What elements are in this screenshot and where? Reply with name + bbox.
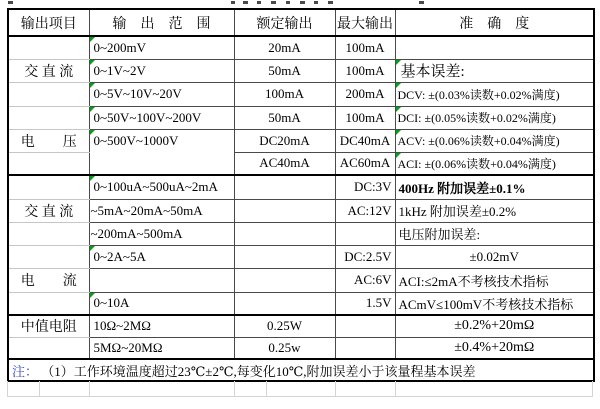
spec-table bbox=[7, 8, 595, 382]
rated-cell[interactable] bbox=[234, 175, 335, 199]
table-row bbox=[8, 129, 594, 152]
section-label-acdc-current[interactable]: 交 直 流 bbox=[8, 199, 89, 222]
table-row bbox=[8, 82, 594, 106]
rated-cell[interactable]: DC20mA bbox=[234, 129, 335, 152]
note-row bbox=[8, 359, 594, 381]
comment-triangle-icon bbox=[90, 293, 95, 298]
table-row bbox=[8, 59, 594, 82]
comment-triangle-icon bbox=[396, 107, 401, 112]
rated-cell[interactable]: 20mA bbox=[234, 36, 335, 59]
sheet-gridline bbox=[234, 381, 235, 396]
rated-cell[interactable]: AC40mA bbox=[234, 152, 335, 175]
range-cell[interactable]: ~5mA~20mA~50mA bbox=[89, 199, 234, 222]
accuracy-value: 基本误差: bbox=[400, 64, 465, 80]
max-cell[interactable]: 1.5V bbox=[335, 292, 395, 315]
max-cell[interactable] bbox=[335, 222, 395, 245]
section-cell[interactable] bbox=[8, 245, 89, 268]
note-prefix: 注： bbox=[12, 363, 39, 379]
accuracy-cell[interactable]: ACI:≤2mA不考核技术指标 bbox=[395, 268, 594, 292]
range-value: 0~50V~100V~200V bbox=[93, 109, 202, 125]
range-cell[interactable] bbox=[89, 106, 234, 129]
accuracy-value: DCV: ±(0.03%读数+0.02%满度) bbox=[397, 87, 560, 102]
sheet-gridline bbox=[266, 381, 267, 396]
header-row bbox=[8, 9, 594, 36]
sheet-gridline bbox=[335, 381, 336, 396]
range-cell[interactable]: 5MΩ~20MΩ bbox=[89, 337, 234, 359]
table-row bbox=[8, 175, 594, 199]
accuracy-cell[interactable]: 1kHz 附加误差±0.2% bbox=[395, 199, 594, 222]
accuracy-cell[interactable] bbox=[395, 152, 594, 175]
range-cell[interactable] bbox=[89, 268, 234, 292]
accuracy-cell[interactable] bbox=[395, 82, 594, 106]
max-cell[interactable]: AC:12V bbox=[335, 199, 395, 222]
range-cell[interactable] bbox=[89, 82, 234, 106]
max-cell[interactable] bbox=[335, 337, 395, 359]
header-output-item[interactable]: 输出项目 bbox=[8, 9, 89, 36]
table-row bbox=[8, 36, 594, 59]
rated-cell[interactable] bbox=[234, 199, 335, 222]
max-cell[interactable]: DC:3V bbox=[335, 175, 395, 199]
rated-cell[interactable]: 0.25w bbox=[234, 337, 335, 359]
comment-triangle-icon bbox=[396, 153, 401, 158]
range-cell[interactable] bbox=[89, 129, 234, 175]
range-value: 0~100uA~500uA~2mA bbox=[93, 179, 218, 195]
rated-cell[interactable]: 50mA bbox=[234, 59, 335, 82]
note-body: （1）工作环境温度超过23℃±2℃,每变化10℃,附加误差小于该量程基本误差 bbox=[41, 363, 476, 379]
accuracy-value: ACI: ±(0.06%读数+0.04%满度) bbox=[397, 156, 556, 171]
rated-cell[interactable]: 100mA bbox=[234, 82, 335, 106]
rated-cell[interactable] bbox=[234, 245, 335, 268]
accuracy-cell[interactable]: 400Hz 附加误差±0.1% bbox=[395, 175, 594, 199]
max-cell[interactable] bbox=[335, 315, 395, 337]
range-cell[interactable]: 10Ω~2MΩ bbox=[89, 315, 234, 337]
range-value: 0~1V~2V bbox=[93, 62, 146, 78]
max-cell[interactable]: 100mA bbox=[335, 59, 395, 82]
rated-cell[interactable]: 0.25W bbox=[234, 315, 335, 337]
comment-triangle-icon bbox=[396, 60, 401, 65]
range-value: 0~5V~10V~20V bbox=[93, 86, 182, 101]
table-row bbox=[8, 292, 594, 315]
sheet-gridline bbox=[395, 381, 396, 396]
comment-triangle-icon bbox=[90, 60, 95, 65]
range-cell[interactable]: ~200mA~500mA bbox=[89, 222, 234, 245]
comment-triangle-icon bbox=[90, 246, 95, 251]
section-label-acdc-voltage[interactable]: 交 直 流 bbox=[8, 59, 89, 82]
accuracy-cell[interactable]: ACmV≤100mV不考核技术指标 bbox=[395, 292, 594, 315]
max-cell[interactable]: 100mA bbox=[335, 106, 395, 129]
range-cell[interactable] bbox=[89, 36, 234, 59]
max-cell[interactable]: DC40mA bbox=[335, 129, 395, 152]
rated-cell[interactable] bbox=[234, 268, 335, 292]
rated-cell[interactable] bbox=[234, 222, 335, 245]
max-cell[interactable]: 200mA bbox=[335, 82, 395, 106]
accuracy-value: ACV: ±(0.06%读数+0.04%满度) bbox=[397, 134, 560, 148]
range-cell[interactable] bbox=[89, 59, 234, 82]
table-row bbox=[8, 106, 594, 129]
comment-triangle-icon bbox=[90, 37, 95, 42]
accuracy-cell[interactable]: ±0.2%+20mΩ bbox=[395, 315, 594, 337]
comment-triangle-icon bbox=[90, 176, 95, 181]
sheet-gridline bbox=[39, 381, 40, 396]
range-cell[interactable] bbox=[89, 245, 234, 268]
section-cell[interactable] bbox=[8, 82, 89, 106]
comment-triangle-icon bbox=[396, 83, 401, 88]
clipped-text-fragment bbox=[314, 1, 318, 4]
header-rated-output[interactable]: 额定输出 bbox=[234, 9, 335, 36]
section-label-current[interactable]: 电 流 bbox=[8, 268, 89, 292]
comment-triangle-icon bbox=[90, 130, 95, 135]
accuracy-cell[interactable] bbox=[395, 129, 594, 152]
sheet-gridline bbox=[89, 381, 90, 396]
table-row bbox=[8, 245, 594, 268]
note-cell[interactable] bbox=[8, 359, 594, 381]
clipped-text-fragment bbox=[243, 1, 248, 4]
max-cell[interactable]: DC:2.5V bbox=[335, 245, 395, 268]
accuracy-cell[interactable]: ±0.02mV bbox=[395, 245, 594, 268]
range-value: 0~200mV bbox=[93, 39, 147, 55]
accuracy-cell[interactable] bbox=[395, 59, 594, 82]
accuracy-cell[interactable] bbox=[395, 106, 594, 129]
range-value: 0~2A~5A bbox=[93, 248, 146, 264]
table-row bbox=[8, 337, 594, 359]
clipped-text-fragment bbox=[419, 1, 424, 4]
comment-triangle-icon bbox=[90, 83, 95, 88]
table-row bbox=[8, 222, 594, 245]
section-cell[interactable] bbox=[8, 36, 89, 59]
header-output-range[interactable]: 输 出 范 围 bbox=[89, 9, 234, 36]
range-cell[interactable] bbox=[89, 175, 234, 199]
table-row bbox=[8, 199, 594, 222]
clipped-text-fragment bbox=[8, 1, 13, 4]
range-value: 0~10A bbox=[93, 295, 130, 311]
section-label-mid-resistance[interactable]: 中值电阻 bbox=[8, 315, 89, 337]
max-cell[interactable]: AC60mA bbox=[335, 152, 395, 175]
max-cell[interactable]: AC:6V bbox=[335, 268, 395, 292]
accuracy-cell[interactable]: 电压附加误差: bbox=[395, 222, 594, 245]
clipped-text-fragment bbox=[231, 1, 235, 4]
accuracy-cell[interactable]: ±0.4%+20mΩ bbox=[395, 337, 594, 359]
clipped-text-fragment bbox=[328, 1, 333, 4]
section-cell[interactable] bbox=[8, 152, 89, 175]
accuracy-value: DCI: ±(0.05%读数+0.02%满度) bbox=[397, 111, 556, 125]
section-cell[interactable] bbox=[8, 337, 89, 359]
section-cell[interactable] bbox=[8, 175, 89, 199]
range-value: 0~500V~1000V bbox=[93, 132, 179, 148]
clipped-text-fragment bbox=[300, 1, 305, 4]
header-max-output[interactable]: 最大输出 bbox=[335, 9, 395, 36]
range-cell[interactable] bbox=[89, 292, 234, 315]
clipped-text-fragment bbox=[286, 1, 290, 4]
section-cell[interactable] bbox=[8, 292, 89, 315]
table-row bbox=[8, 315, 594, 337]
comment-triangle-icon bbox=[396, 130, 401, 135]
table-row bbox=[8, 268, 594, 292]
max-cell[interactable]: 100mA bbox=[335, 36, 395, 59]
section-cell[interactable] bbox=[8, 106, 89, 129]
header-accuracy[interactable]: 准 确 度 bbox=[395, 9, 594, 36]
rated-cell[interactable] bbox=[234, 292, 335, 315]
clipped-text-fragment bbox=[257, 1, 261, 4]
accuracy-cell[interactable] bbox=[395, 36, 594, 59]
section-cell[interactable] bbox=[8, 222, 89, 245]
rated-cell[interactable]: 50mA bbox=[234, 106, 335, 129]
sheet-gridline-row bbox=[7, 381, 593, 397]
comment-triangle-icon bbox=[90, 107, 95, 112]
section-label-voltage[interactable]: 电 压 bbox=[8, 129, 89, 152]
clipped-text-fragment bbox=[271, 1, 276, 4]
